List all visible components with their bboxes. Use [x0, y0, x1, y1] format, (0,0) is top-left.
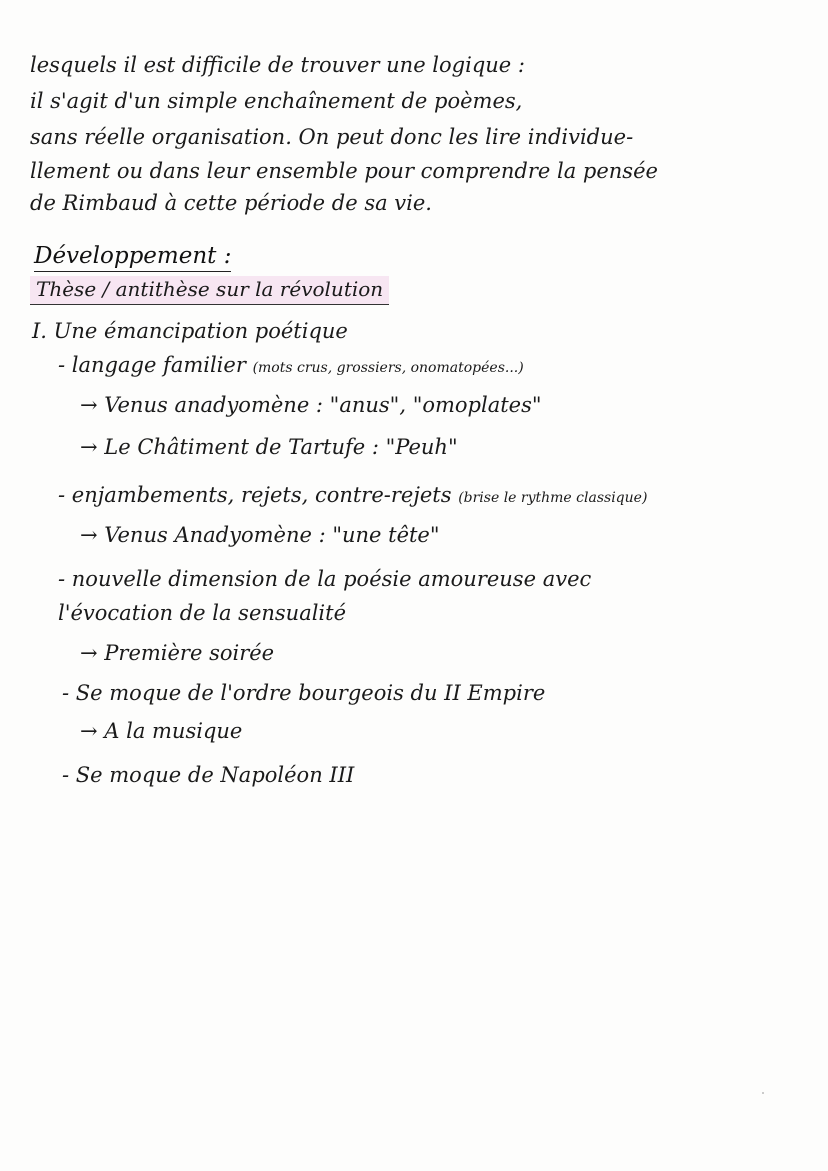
- intro-line-3: sans réelle organisation. On peut donc les lire individue-: [30, 125, 634, 149]
- outline-item-1-example-2: → Le Châtiment de Tartufe : "Peuh": [80, 435, 458, 459]
- outline-item-3: - nouvelle dimension de la poésie amoureuse avec: [58, 567, 592, 591]
- intro-line-2: il s'agit d'un simple enchaînement de poèmes,: [30, 89, 523, 113]
- outline-item-1: [58, 352, 524, 381]
- outline-item-1-note: (mots crus, grossiers, onomatopées...): [252, 360, 524, 376]
- intro-line-4: llement ou dans leur ensemble pour comprendre la pensée: [30, 159, 658, 183]
- outline-item-5: - Se moque de Napoléon III: [62, 763, 355, 787]
- outline-item-3-example-1: → Première soirée: [80, 641, 275, 665]
- outline-item-3-continued: l'évocation de la sensualité: [58, 601, 347, 625]
- outline-item-2-note: (brise le rythme classique): [458, 490, 648, 506]
- intro-line-5: de Rimbaud à cette période de sa vie.: [30, 191, 432, 215]
- outline-item-2-main: - enjambements, rejets, contre-rejets: [58, 483, 452, 507]
- section-subtitle: Thèse / antithèse sur la révolution: [30, 276, 389, 305]
- section-title: Développement :: [34, 242, 231, 272]
- outline-item-4-example-1: → A la musique: [80, 719, 243, 743]
- outline-heading: I. Une émancipation poétique: [32, 319, 348, 343]
- outline-item-2: [58, 482, 647, 511]
- outline-item-1-example-1: → Venus anadyomène : "anus", "omoplates": [80, 393, 542, 417]
- intro-line-1: lesquels il est difficile de trouver une logique :: [30, 53, 525, 77]
- outline-item-2-example-1: → Venus Anadyomène : "une tête": [80, 523, 440, 547]
- paper-speck: [762, 1092, 764, 1094]
- outline-item-1-main: - langage familier: [58, 353, 246, 377]
- outline-item-4: - Se moque de l'ordre bourgeois du II Empire: [62, 681, 546, 705]
